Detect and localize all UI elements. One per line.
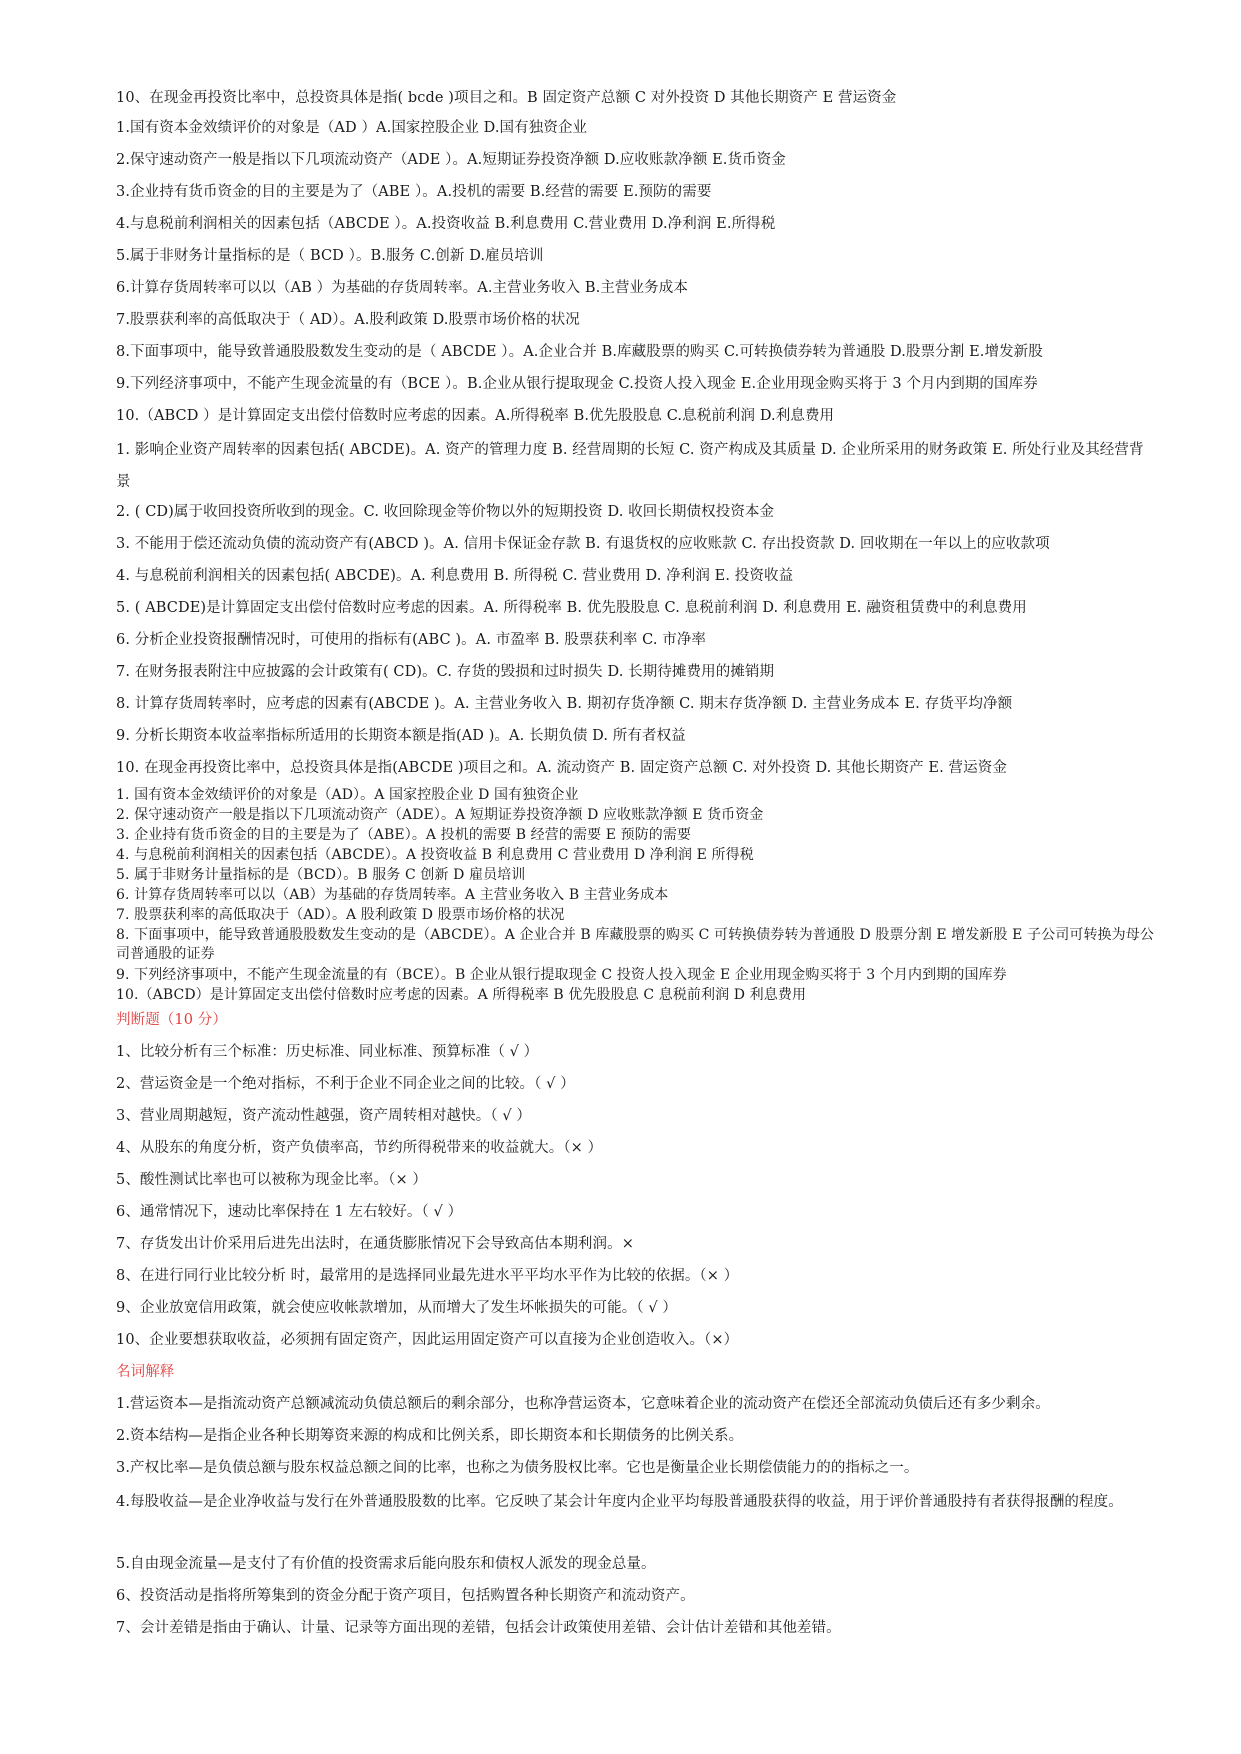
- mc-a-item: 10.（ABCD ）是计算固定支出偿付倍数时应考虑的因素。A.所得税率 B.优先股股息 C.息税前利润 D.利息费用: [116, 408, 835, 424]
- mc-a-item: 8.下面事项中，能导致普通股股数发生变动的是（ ABCDE ）。A.企业合并 B.库藏股票的购买 C.可转换债券转为普通股 D.股票分割 E.增发新股: [116, 344, 1043, 360]
- mc-b-item: 5. 属于非财务计量指标的是（BCD）。B 服务 C 创新 D 雇员培训: [116, 867, 526, 883]
- tf-heading: 判断题（10 分）: [116, 1012, 227, 1028]
- mc-a-item: 5. ( ABCDE)是计算固定支出偿付倍数时应考虑的因素。A. 所得税率 B. 优先股股息 C. 息税前利润 D. 利息费用 E. 融资租赁费中的利息费用: [116, 600, 1027, 616]
- mc-b-item: 8. 下面事项中，能导致普通股股数发生变动的是（ABCDE）。A 企业合并 B 库藏股票的购买 C 可转换债券转为普通股 D 股票分割 E 增发新股 E 子公司可转换为母公司普通股的证券: [116, 927, 1154, 962]
- tf-item: 2、营运资金是一个绝对指标，不利于企业不同企业之间的比较。（ √ ）: [116, 1076, 575, 1092]
- tf-item: 10、企业要想获取收益，必须拥有固定资产，因此运用固定资产可以直接为企业创造收入。（×）: [116, 1332, 739, 1348]
- mc-a-item: 6.计算存货周转率可以以（AB ）为基础的存货周转率。A.主营业务收入 B.主营业务成本: [116, 280, 688, 296]
- mc-a-item: 1. 影响企业资产周转率的因素包括( ABCDE)。A. 资产的管理力度 B. 经营周期的长短 C. 资产构成及其质量 D. 企业所采用的财务政策 E. 所处行业及其经营背景: [116, 442, 1144, 491]
- mc-a-item: 9. 分析长期资本收益率指标所适用的长期资本额是指(AD )。A. 长期负债 D. 所有者权益: [116, 728, 686, 744]
- mc-a-item: 5.属于非财务计量指标的是（ BCD ）。B.服务 C.创新 D.雇员培训: [116, 248, 544, 264]
- mc-b-item: 10.（ABCD）是计算固定支出偿付倍数时应考虑的因素。A 所得税率 B 优先股股息 C 息税前利润 D 利息费用: [116, 987, 807, 1003]
- tf-item: 8、在进行同行业比较分析 时，最常用的是选择同业最先进水平平均水平作为比较的依据。（× ）: [116, 1268, 739, 1284]
- mc-a-item: 6. 分析企业投资报酬情况时，可使用的指标有(ABC )。A. 市盈率 B. 股票获利率 C. 市净率: [116, 632, 707, 648]
- mc-a-item: 10、在现金再投资比率中，总投资具体是指( bcde )项目之和。B 固定资产总额 C 对外投资 D 其他长期资产 E 营运资金: [116, 90, 897, 106]
- mc-a-item: 4. 与息税前利润相关的因素包括( ABCDE)。A. 利息费用 B. 所得税 C. 营业费用 D. 净利润 E. 投资收益: [116, 568, 794, 584]
- mc-a-item: 2.保守速动资产一般是指以下几项流动资产（ADE ）。A.短期证券投资净额 D.应收账款净额 E.货币资金: [116, 152, 786, 168]
- tf-item: 6、通常情况下，速动比率保持在 1 左右较好。（ √ ）: [116, 1204, 463, 1220]
- mc-b-item: 3. 企业持有货币资金的目的主要是为了（ABE）。A 投机的需要 B 经营的需要 E 预防的需要: [116, 827, 692, 843]
- definition-item: 6、投资活动是指将所筹集到的资金分配于资产项目，包括购置各种长期资产和流动资产。: [116, 1588, 695, 1604]
- mc-a-item: 4.与息税前利润相关的因素包括（ABCDE ）。A.投资收益 B.利息费用 C.营业费用 D.净利润 E.所得税: [116, 216, 776, 232]
- tf-item: 7、存货发出计价采用后进先出法时，在通货膨胀情况下会导致高估本期利润。×: [116, 1236, 634, 1252]
- mc-b-item: 4. 与息税前利润相关的因素包括（ABCDE）。A 投资收益 B 利息费用 C 营业费用 D 净利润 E 所得税: [116, 847, 754, 863]
- definition-item: 7、会计差错是指由于确认、计量、记录等方面出现的差错，包括会计政策使用差错、会计估计差错和其他差错。: [116, 1620, 841, 1636]
- tf-item: 3、营业周期越短，资产流动性越强，资产周转相对越快。（ √ ）: [116, 1108, 532, 1124]
- mc-a-item: 8. 计算存货周转率时，应考虑的因素有(ABCDE )。A. 主营业务收入 B. 期初存货净额 C. 期末存货净额 D. 主营业务成本 E. 存货平均净额: [116, 696, 1013, 712]
- mc-a-item: 7.股票获利率的高低取决于（ AD）。A.股利政策 D.股票市场价格的状况: [116, 312, 580, 328]
- tf-item: 5、酸性测试比率也可以被称为现金比率。（× ）: [116, 1172, 428, 1188]
- definition-item: 4.每股收益—是企业净收益与发行在外普通股股数的比率。它反映了某会计年度内企业平均每股普通股获得的收益，用于评价普通股持有者获得报酬的程度。: [116, 1494, 1123, 1510]
- tf-item: 4、从股东的角度分析，资产负债率高，节约所得税带来的收益就大。（× ）: [116, 1140, 603, 1156]
- mc-a-item: 3.企业持有货币资金的目的主要是为了（ABE ）。A.投机的需要 B.经营的需要 E.预防的需要: [116, 184, 712, 200]
- definition-item: 3.产权比率—是负债总额与股东权益总额之间的比率，也称之为债务股权比率。它也是衡量企业长期偿债能力的的指标之一。: [116, 1460, 919, 1476]
- tf-item: 9、企业放宽信用政策，就会使应收帐款增加，从而增大了发生坏帐损失的可能。（ √ ）: [116, 1300, 678, 1316]
- mc-b-item: 2. 保守速动资产一般是指以下几项流动资产（ADE）。A 短期证券投资净额 D 应收账款净额 E 货币资金: [116, 807, 764, 823]
- definition-item: 5.自由现金流量—是支付了有价值的投资需求后能向股东和债权人派发的现金总量。: [116, 1556, 656, 1572]
- mc-b-item: 7. 股票获利率的高低取决于（AD）。A 股利政策 D 股票市场价格的状况: [116, 907, 565, 923]
- mc-b-item: 1. 国有资本金效绩评价的对象是（AD）。A 国家控股企业 D 国有独资企业: [116, 787, 579, 803]
- mc-a-item: 10. 在现金再投资比率中，总投资具体是指(ABCDE )项目之和。A. 流动资产 B. 固定资产总额 C. 对外投资 D. 其他长期资产 E. 营运资金: [116, 760, 1007, 776]
- mc-b-item: 9. 下列经济事项中，不能产生现金流量的有（BCE）。B 企业从银行提取现金 C 投资人投入现金 E 企业用现金购买将于 3 个月内到期的国库券: [116, 967, 1007, 983]
- mc-a-item: 9.下列经济事项中，不能产生现金流量的有（BCE ）。B.企业从银行提取现金 C.投资人投入现金 E.企业用现金购买将于 3 个月内到期的国库券: [116, 376, 1038, 392]
- definition-item: 1.营运资本—是指流动资产总额减流动负债总额后的剩余部分，也称净营运资本，它意味着企业的流动资产在偿还全部流动负债后还有多少剩余。: [116, 1396, 1050, 1412]
- mc-a-item: 2. ( CD)属于收回投资所收到的现金。C. 收回除现金等价物以外的短期投资 D. 收回长期债权投资本金: [116, 504, 775, 520]
- mc-a-item: 3. 不能用于偿还流动负债的流动资产有(ABCD )。A. 信用卡保证金存款 B. 有退货权的应收账款 C. 存出投资款 D. 回收期在一年以上的应收款项: [116, 536, 1050, 552]
- definition-item: 2.资本结构—是指企业各种长期筹资来源的构成和比例关系，即长期资本和长期债务的比例关系。: [116, 1428, 744, 1444]
- mc-a-item: 7. 在财务报表附注中应披露的会计政策有( CD)。C. 存货的毁损和过时损失 D. 长期待摊费用的摊销期: [116, 664, 775, 680]
- mc-b-item: 6. 计算存货周转率可以以（AB）为基础的存货周转率。A 主营业务收入 B 主营业务成本: [116, 887, 669, 903]
- definitions-heading: 名词解释: [116, 1364, 175, 1380]
- tf-item: 1、比较分析有三个标准：历史标准、同业标准、预算标准（ √ ）: [116, 1044, 539, 1060]
- mc-a-item: 1.国有资本金效绩评价的对象是（AD ）A.国家控股企业 D.国有独资企业: [116, 120, 588, 136]
